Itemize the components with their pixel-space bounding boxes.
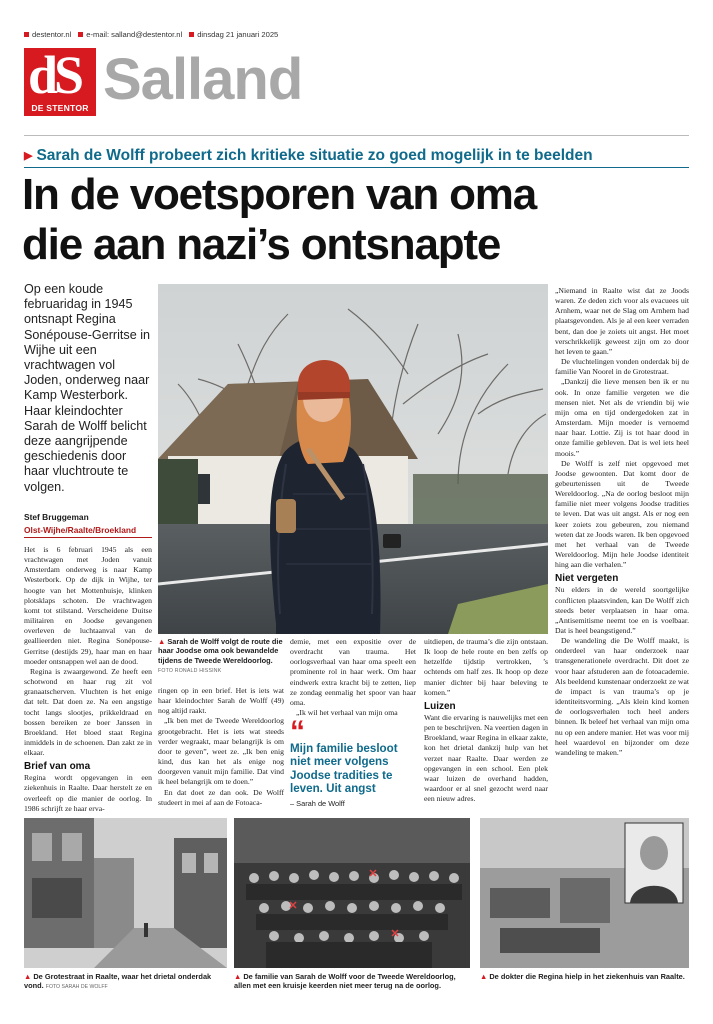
- article-column-4: [424, 637, 548, 804]
- article-kicker: ▶ Sarah de Wolff probeert zich kritieke situatie zo goed mogelijk in te beelden: [24, 147, 593, 164]
- family-group-photo-image: [234, 818, 470, 968]
- de-stentor-logo: dS DE STENTOR: [24, 48, 96, 116]
- dateline-location: Olst-Wijhe/Raalte/Broekland: [24, 525, 152, 538]
- paragraph: „Niemand in Raalte wist dat ze Joods waren. Ze deden zich voor als evacuees uit Arnhem, waar net de Slag om Arnhem had plaatsgevonden. Als je al een keer verraden bent, dan doe je zoiets uit angst. Het moet verschrikkelijk geweest zijn om zo door het leven te gaan.”: [555, 286, 689, 356]
- subheading: Niet vergeten: [555, 573, 619, 585]
- paragraph: Regina wordt opgevangen in een ziekenhuis in Raalte. Daar herstelt ze en overleeft op die manier de oorlog. In 1986 schrijft ze haar erva-: [24, 773, 152, 813]
- article-headline: In de voetsporen van oma die aan nazi’s ontsnapte: [22, 170, 537, 269]
- paragraph: En dat doet ze dan ook. De Wolff studeert in mei af aan de Fotoaca-: [158, 787, 284, 807]
- pull-quote: [290, 715, 410, 808]
- photo-caption-family: ▲ De familie van Sarah de Wolff voor de Tweede Wereldoorlog, allen met een kruisje keerden niet meer terug na de oorlog.: [234, 972, 456, 991]
- masthead-info-bar: [24, 30, 278, 39]
- aerial-and-portrait-photo-image: [480, 818, 689, 968]
- article-byline: [24, 512, 152, 538]
- photo-doctor: [480, 818, 689, 968]
- bullet-square-icon: [78, 32, 83, 37]
- paragraph: De vluchtelingen vonden onderdak bij de familie Van Noorel in de Grotestraat.: [555, 357, 689, 377]
- paragraph: uitdiepen, de trauma’s die zijn ontstaan. Ik loop de hele route en ben zelfs op hetzelfde tijdstip vertrokken, ’s ochtends om half zes. Ik hoop op deze manier dichter bij haar beleving te komen.”: [424, 637, 548, 697]
- triangle-bullet-icon: ▶: [24, 150, 33, 162]
- kicker-underline: [24, 167, 689, 168]
- photo-grotestraat: [24, 818, 227, 968]
- photo-caption-grotestraat: ▲ De Grotestraat in Raalte, waar het drietal onderdak vond. FOTO SARAH DE WOLFF: [24, 972, 212, 991]
- triangle-bullet-icon: ▲: [234, 972, 242, 981]
- paragraph: De wandeling die De Wolff maakt, is onderdeel van haar onderzoek naar transgenerationele overdracht. Dit doet ze voor haar afstuderen aan de fotoacademie. Als beeldend kunstenaar onderzoekt ze wat de impact is van trauma’s op je identiteitsvorming. „Als klein kind komen de oorlogsverhalen toch heel anders binnen. Ik beleef het verhaal van mijn oma nu op een andere manier. Het was voor mij heel waardevol en bijzonder om deze wandeling te maken.”: [555, 636, 689, 757]
- portrait-photo-image: [158, 284, 548, 634]
- paragraph: Regina is zwaargewond. Ze heeft een schotwond en haar rug zit vol granaatscherven. Vluchten is het enige dat telt. Dat doen ze. Na een angstige tocht langs slootjes, prikkeldraad en bossen bereiken ze boer Janssen in Broekland. Het bloed staat Regina inmiddels in de schoenen. Dan zakt ze in elkaar.: [24, 666, 152, 758]
- triangle-bullet-icon: ▲: [24, 972, 32, 981]
- triangle-bullet-icon: ▲: [480, 972, 488, 981]
- pull-quote-text: Mijn familie besloot niet meer volgens Joodse tradities te leven. Uit angst: [290, 742, 398, 796]
- main-photo-caption: ▲ Sarah de Wolff volgt de route die haar Joodse oma ook bewandelde tijdens de Tweede Wereldoorlog. FOTO RONALD HISSINK: [158, 637, 283, 675]
- article-intro: Op een koude februaridag in 1945 ontsnapt Regina Sonépouse-Gerritse in Wijhe uit een vrachtwagen vol Joden, onderweg naar Kamp Westerbork. Haar kleindochter Sarah de Wolff belicht deze aangrijpende geschiedenis door haar vluchtroute te volgen.: [24, 282, 151, 494]
- paragraph: De Wolff is zelf niet opgevoed met Joodse gewoonten. Dat komt door de gebeurtenissen uit de Tweede Wereldoorlog. „Na de oorlog besloot mijn familie niet meer volgens Joodse tradities te leven. Dat was uit angst. Als er nog een keer zoiets zou gebeuren, zou niemand weten dat ze Joods waren. Ik ben opgevoed met het verhaal van de Tweede Wereldoorlog. Mijn hele Joodse identiteit hing aan die verhalen.”: [555, 458, 689, 570]
- author-name: Stef Bruggeman: [24, 512, 89, 522]
- paragraph: „Dankzij die lieve mensen ben ik er nu ook. In onze familie vergeten we die mensen niet. Net als de vriendin bij wie mijn oma en tijd ondergedoken zat in Amsterdam. Mijn moeder is vernoemd naar haar. Lottie. Zij is tot haar dood in onze familie gebleven. Dat is wel iets heel moois.”: [555, 377, 689, 458]
- photo-caption-doctor: ▲ De dokter die Regina hielp in het ziekenhuis van Raalte.: [480, 972, 685, 981]
- bullet-square-icon: [24, 32, 29, 37]
- paragraph: Want die ervaring is nauwelijks met een pen te beschrijven. Na veertien dagen in Broekland, waar Regina in elkaar zakte, kon het drietal dankzij hulp van het verzet naar Raalte. Daar werden ze opgevangen in een school. Een plek waar luizen de overhand hadden, waardoor er al snel gezocht werd naar een nieuw adres.: [424, 712, 548, 804]
- quote-mark-icon: “: [290, 715, 305, 748]
- article-column-1: [24, 545, 152, 814]
- photo-credit: FOTO SARAH DE WOLFF: [45, 984, 108, 991]
- site-link[interactable]: destentor.nl: [24, 30, 71, 39]
- header-divider: [24, 135, 689, 136]
- section-title: Salland: [103, 47, 303, 112]
- article-column-5: [555, 286, 689, 758]
- article-column-2: [158, 686, 284, 808]
- issue-date: dinsdag 21 januari 2025: [189, 30, 278, 39]
- subheading: Luizen: [424, 700, 456, 712]
- photo-credit: FOTO RONALD HISSINK: [158, 668, 222, 675]
- main-photo: [158, 284, 548, 634]
- paragraph: „Ik wil het verhaal van mijn oma: [296, 708, 398, 718]
- paragraph: demie, met een expositie over de overdracht van trauma. Het oorlogsverhaal van haar oma speelt een prominente rol in haar werk. Om haar eindwerk extra kracht bij te zetten, liep ze zondag eenmalig het spoor van haar oma.: [290, 637, 416, 707]
- email-link[interactable]: e-mail: salland@destentor.nl: [78, 30, 182, 39]
- bullet-square-icon: [189, 32, 194, 37]
- paragraph: „Ik ben met de Tweede Wereldoorlog grootgebracht. Het is iets wat steeds verder wegraakt, maar belangrijk is om door te geven”, weet ze. „Ik ben enig kind, dus kan het als enige nog doorgeven vanuit mijn familie. Dat vind ik heel belangrijk om te doen.”: [158, 716, 284, 787]
- subheading: Brief van oma: [24, 761, 91, 773]
- paragraph: Het is 6 februari 1945 als een vrachtwagen met Joden vanuit Amsterdam onderweg is naar Kamp Westerbork. Op de dijk in Wijhe, ter hoogte van het Mottenhuisje, klinken plotsklaps schoten. De vrachtwagen komt tot stilstand. Verscheidene Duitse militairen en Joodse gevangenen overleven de luchtaanval van de geallieerden niet. Regina Sonépouse-Gerritse (destijds 29), haar man en haar moeder ontsnappen wel aan de dood.: [24, 545, 152, 666]
- triangle-bullet-icon: ▲: [158, 637, 166, 646]
- paragraph: Nu elders in de wereld soortgelijke conflicten plaatsvinden, kan De Wolff zich steeds beter verplaatsen in haar oma. „Antisemitisme neemt toe en is voelbaar. Dat is heel beangstigend.”: [555, 585, 689, 635]
- paragraph: ringen op in een brief. Het is iets wat haar kleindochter Sarah de Wolff (49) nog altijd raakt.: [158, 686, 284, 716]
- article-column-3: [290, 637, 416, 718]
- street-photo-image: [24, 818, 227, 968]
- pull-quote-author: – Sarah de Wolff: [290, 798, 345, 808]
- photo-family: [234, 818, 470, 968]
